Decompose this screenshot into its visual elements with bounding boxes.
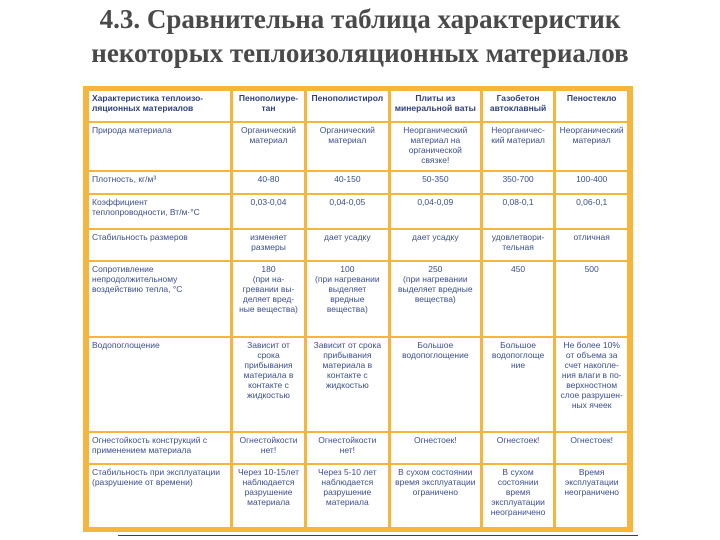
table-cell: 250 (при нагревании выделяет вредные вещества) (391, 262, 480, 336)
table-row-service-stability (89, 465, 627, 527)
table-cell: изменяет размеры (233, 230, 304, 261)
table-row-density (89, 172, 627, 193)
row-label: Огнестойкость конструкций с применением материала (89, 433, 230, 464)
table-cell: дает усадку (307, 230, 388, 261)
page-title (0, 2, 720, 70)
header-aerated-concrete: Газобетон автоклавный (483, 91, 554, 121)
table-cell: Органический материал (307, 123, 388, 170)
table-cell: 450 (483, 262, 554, 336)
table-cell: Неорганический материал на органической связке! (391, 123, 480, 170)
table-cell: Большое водопоглощение (391, 338, 480, 430)
table-cell: 180 (при на- гревании вы- деляет вред- ные вещества) (233, 262, 304, 336)
table-cell: Неорганичес- кий материал (483, 123, 554, 170)
table-cell: В сухом состоянии время эксплуатации ограничено (391, 465, 480, 527)
row-label: Стабильность размеров (89, 230, 230, 261)
table-cell: дает усадку (391, 230, 480, 261)
header-characteristic: Характеристика теплоизо- ляционных материалов (89, 91, 230, 121)
table-cell: 100 (при нагревании выделяет вредные вещества) (307, 262, 388, 336)
table-row-fire-resistance (89, 433, 627, 464)
table-cell: Огнестоек! (556, 433, 627, 464)
table-cell: 0,08-0,1 (483, 195, 554, 228)
table-row-water-absorption (89, 338, 627, 430)
title-line-2: некоторых теплоизоляционных материалов (91, 38, 629, 68)
table-cell: Зависит от срока прибывания материала в контакте с жидкостью (307, 338, 388, 430)
table-cell: Неорганический материал (556, 123, 627, 170)
row-label: Плотность, кг/м³ (89, 172, 230, 193)
row-label: Водопоглощение (89, 338, 230, 430)
header-foam-glass: Пеностекло (556, 91, 627, 121)
table-cell: 0,04-0,05 (307, 195, 388, 228)
comparison-table-frame (83, 86, 633, 532)
table-cell: 40-80 (233, 172, 304, 193)
table-cell: Время эксплуатации неограничено (556, 465, 627, 527)
table-cell: 40-150 (307, 172, 388, 193)
table-cell: Огнестоек! (483, 433, 554, 464)
table-cell: удовлетвори- тельная (483, 230, 554, 261)
table-row-heat-resistance (89, 262, 627, 336)
table-cell: Органический материал (233, 123, 304, 170)
table-cell: 500 (556, 262, 627, 336)
title-line-1: 4.3. Сравнительна таблица характеристик (99, 4, 621, 34)
table-cell: Зависит от срока прибывания материала в контакте с жидкостью (233, 338, 304, 430)
table-row-conductivity (89, 195, 627, 228)
bottom-divider (118, 535, 638, 536)
table-cell: 0,06-0,1 (556, 195, 627, 228)
table-cell: 0,04-0,09 (391, 195, 480, 228)
row-label: Коэффициент теплопроводности, Вт/м·°С (89, 195, 230, 228)
header-polystyrene: Пенополистирол (307, 91, 388, 121)
table-cell: 100-400 (556, 172, 627, 193)
table-cell: 50-350 (391, 172, 480, 193)
header-row (89, 91, 627, 121)
table-cell: Огнестоек! (391, 433, 480, 464)
table-cell: 350-700 (483, 172, 554, 193)
row-label: Природа материала (89, 123, 230, 170)
table-cell: В сухом состоянии время эксплуатации неограничено (483, 465, 554, 527)
table-cell: Не более 10% от объема за счет накопле- ния влаги в по- верхностном слое разрушен- ных ячеек (556, 338, 627, 430)
table-row-nature (89, 123, 627, 170)
table-row-dimensional-stability (89, 230, 627, 261)
table-cell: Через 10-15лет наблюдается разрушение материала (233, 465, 304, 527)
table-cell: 0,03-0,04 (233, 195, 304, 228)
table-cell: Огнестойкости нет! (307, 433, 388, 464)
row-label: Сопротивление непродолжительному воздействию тепла, °С (89, 262, 230, 336)
table-cell: Большое водопоглоще ние (483, 338, 554, 430)
table-cell: Огнестойкости нет! (233, 433, 304, 464)
table-cell: отличная (556, 230, 627, 261)
header-polyurethane: Пенополиуре- тан (233, 91, 304, 121)
row-label: Стабильность при эксплуатации (разрушение от времени) (89, 465, 230, 527)
table-cell: Через 5-10 лет наблюдается разрушение материала (307, 465, 388, 527)
header-mineral-wool: Плиты из минеральной ваты (391, 91, 480, 121)
comparison-table (86, 89, 630, 529)
